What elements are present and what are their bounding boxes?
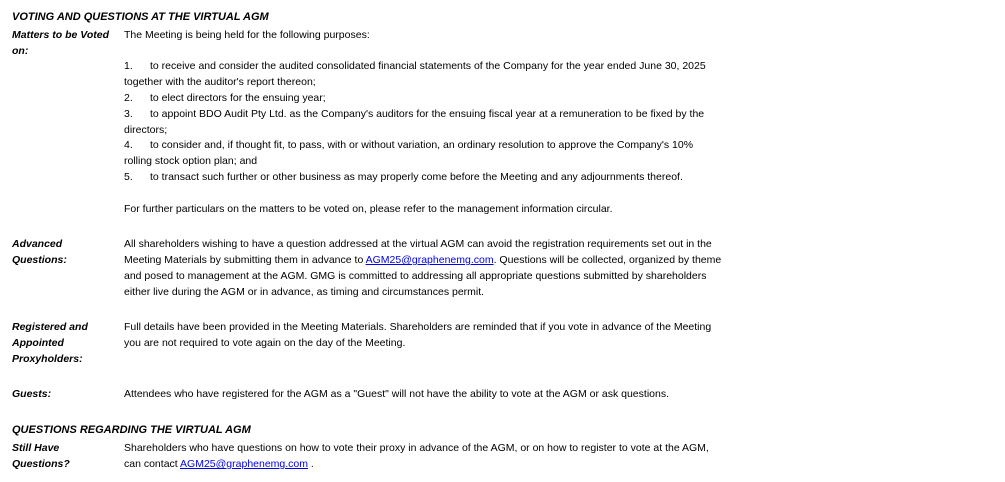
advanced-text: and posed to management at the AGM. GMG is committed to addressing all appropriate questions submitted by shareholders — [124, 270, 707, 282]
still-label: Still Have — [12, 442, 60, 454]
advanced-label-cont: Questions: — [12, 254, 67, 266]
list-item-cont: together with the auditor's report thereon; — [124, 76, 316, 88]
registered-label: Registered and — [12, 321, 88, 333]
matters-label-cont: on: — [12, 45, 29, 57]
email-link[interactable]: AGM25@graphenemg.com — [180, 458, 309, 470]
matters-intro: The Meeting is being held for the following purposes: — [124, 29, 370, 41]
list-item-cont: directors; — [124, 124, 168, 136]
matters-label: Matters to be Voted — [12, 29, 110, 41]
list-item: 4. to consider and, if thought fit, to pass, with or without variation, an ordinary resolution to approve the Company's 10% — [124, 139, 694, 151]
section-heading: VOTING AND QUESTIONS AT THE VIRTUAL AGM — [12, 11, 269, 23]
guests-label: Guests: — [12, 388, 52, 400]
section-heading: QUESTIONS REGARDING THE VIRTUAL AGM — [12, 424, 251, 436]
list-item: 3. to appoint BDO Audit Pty Ltd. as the Company's auditors for the ensuing fiscal year at a remuneration to be fixed by the — [124, 108, 705, 120]
advanced-text: Meeting Materials by submitting them in advance to AGM25@graphenemg.com. Questions will be collected, organized by theme — [124, 254, 722, 266]
still-text: Shareholders who have questions on how to vote their proxy in advance of the AGM, or on how to register to vote at the AGM, — [124, 442, 709, 454]
registered-text: Full details have been provided in the Meeting Materials. Shareholders are reminded that if you vote in advance of the Meeting — [124, 321, 712, 333]
registered-text: you are not required to vote again on the day of the Meeting. — [124, 337, 406, 349]
advanced-text: All shareholders wishing to have a question addressed at the virtual AGM can avoid the registration requirements set out in the — [124, 238, 712, 250]
still-text: can contact AGM25@graphenemg.com . — [124, 458, 314, 470]
email-link[interactable]: AGM25@graphenemg.com — [365, 254, 494, 266]
further-particulars: For further particulars on the matters to be voted on, please refer to the management information circular. — [124, 203, 613, 215]
list-item-cont: rolling stock option plan; and — [124, 155, 258, 167]
list-item: 5. to transact such further or other business as may properly come before the Meeting and any adjournments thereof. — [124, 171, 683, 183]
advanced-text: either live during the AGM or in advance, as timing and circumstances permit. — [124, 286, 485, 298]
registered-label-cont: Proxyholders: — [12, 353, 83, 365]
still-label-cont: Questions? — [12, 458, 70, 470]
list-item: 2. to elect directors for the ensuing year; — [124, 92, 326, 104]
guests-text: Attendees who have registered for the AGM as a "Guest" will not have the ability to vote at the AGM or ask questions. — [124, 388, 669, 400]
registered-label-cont: Appointed — [12, 337, 64, 349]
advanced-label: Advanced — [12, 238, 63, 250]
list-item: 1. to receive and consider the audited consolidated financial statements of the Company for the year ended June 30, 2025 — [124, 60, 706, 72]
